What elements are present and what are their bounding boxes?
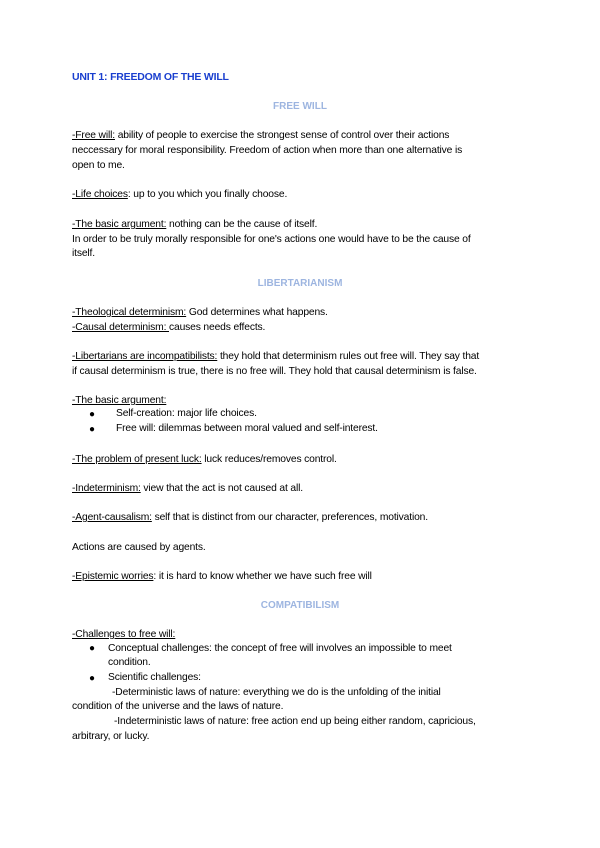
term-indeterminism: -Indeterminism: — [72, 483, 141, 494]
heading-compatibilism: COMPATIBILISM — [260, 600, 340, 611]
theological-determinism-text: God determines what happens. — [186, 307, 328, 318]
present-luck-text: luck reduces/removes control. — [201, 454, 337, 465]
theological-determinism — [72, 306, 328, 321]
bullet-free-will-dilemmas: Free will: dilemmas between moral valued and self-interest. — [116, 423, 378, 434]
problem-of-present-luck — [72, 453, 337, 468]
indeterminism — [72, 482, 303, 497]
term-libertarian-basic-argument: -The basic argument: — [72, 395, 167, 406]
term-challenges: -Challenges to free will: — [72, 629, 176, 640]
incompatibilists-line-2: if causal determinism is true, there is no free will. They hold that causal determinism is false. — [72, 366, 477, 377]
bullet-icon: ● — [89, 424, 96, 435]
indeterminism-text: view that the act is not caused at all. — [140, 483, 303, 494]
incompatibilists — [72, 350, 479, 365]
basic-argument-line-3: itself. — [72, 248, 95, 259]
term-agent-causalism: -Agent-causalism: — [72, 512, 152, 523]
term-basic-argument: -The basic argument: — [72, 219, 167, 230]
deterministic-laws: -Deterministic laws of nature: everything we do is the unfolding of the initial — [112, 687, 441, 698]
basic-argument — [72, 218, 317, 233]
term-present-luck: -The problem of present luck: — [72, 454, 202, 465]
bullet-conceptual-challenges: Conceptual challenges: the concept of free will involves an impossible to meet — [108, 643, 452, 654]
challenges-to-free-will — [72, 628, 175, 643]
epistemic-worries — [72, 570, 372, 585]
heading-free-will: FREE WILL — [273, 101, 327, 112]
bullet-icon: ● — [89, 673, 96, 684]
epistemic-worries-text: : it is hard to know whether we have such free will — [153, 571, 372, 582]
unit-title: UNIT 1: FREEDOM OF THE WILL — [72, 71, 229, 83]
life-choices-text: : up to you which you finally choose. — [127, 189, 288, 200]
bullet-conceptual-challenges-line-2: condition. — [108, 657, 151, 668]
life-choices — [72, 188, 287, 203]
free-will-def-line-2: neccessary for moral responsibility. Freedom of action when more than one alternative is — [72, 145, 463, 156]
deterministic-laws-line-2: condition of the universe and the laws of nature. — [72, 701, 284, 712]
term-causal-determinism: -Causal determinism: — [72, 322, 169, 333]
causal-determinism — [72, 321, 265, 336]
basic-argument-text: nothing can be the cause of itself. — [166, 219, 318, 230]
free-will-definition — [72, 129, 449, 144]
agent-causalism-text: self that is distinct from our character, preferences, motivation. — [151, 512, 428, 523]
term-life-choices: -Life choices — [72, 189, 128, 200]
term-incompatibilists: -Libertarians are incompatibilists: — [72, 351, 218, 362]
bullet-icon: ● — [89, 409, 96, 420]
agent-causalism — [72, 511, 428, 526]
bullet-self-creation: Self-creation: major life choices. — [116, 408, 257, 419]
basic-argument-line-2: In order to be truly morally responsible for one's actions one would have to be the cause of — [72, 234, 471, 245]
term-theological-determinism: -Theological determinism: — [72, 307, 187, 318]
bullet-scientific-challenges: Scientific challenges: — [108, 672, 201, 683]
term-free-will: -Free will: — [72, 130, 115, 141]
bullet-icon: ● — [89, 643, 96, 654]
indeterministic-laws-line-2: arbitrary, or lucky. — [72, 731, 150, 742]
incompatibilists-text: they hold that determinism rules out free will. They say that — [217, 351, 480, 362]
heading-libertarianism: LIBERTARIANISM — [257, 278, 343, 289]
indeterministic-laws: -Indeterministic laws of nature: free action end up being either random, capricious, — [114, 716, 476, 727]
actions-caused-by-agents: Actions are caused by agents. — [72, 542, 206, 553]
term-epistemic-worries: -Epistemic worries — [72, 571, 154, 582]
causal-determinism-text: causes needs effects. — [169, 322, 266, 333]
free-will-def-line-3: open to me. — [72, 160, 125, 171]
libertarian-basic-argument — [72, 394, 166, 409]
free-will-def-text: ability of people to exercise the strongest sense of control over their actions — [114, 130, 450, 141]
